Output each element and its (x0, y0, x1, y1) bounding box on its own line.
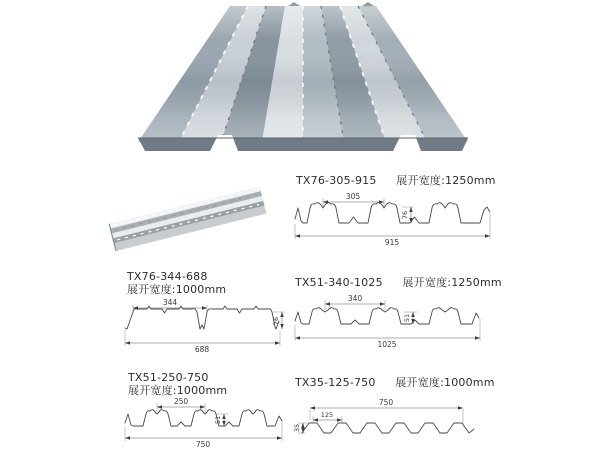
diagram5-height-label: 35 (293, 423, 301, 433)
sample-decking-photo (104, 185, 289, 263)
diagram5-cover-width-label: 750 (378, 398, 394, 407)
diagram1-unfold-width: 展开宽度:1250mm (396, 174, 496, 187)
diagram5-pitch-label: 125 (320, 411, 334, 419)
diagram1-cover-width-label: 915 (384, 238, 400, 247)
diagram5-profile (302, 423, 474, 433)
diagram5-unfold-width: 展开宽度:1000mm (395, 376, 495, 389)
diagram4-height-label: 51 (214, 415, 222, 425)
diagram3-height-label: 51 (403, 313, 411, 323)
diagram3-unfold-width: 展开宽度:1250mm (402, 276, 502, 289)
diagram3-pitch-label: 340 (347, 294, 363, 303)
diagram4-profile (125, 410, 282, 426)
diagram5-title (295, 374, 495, 390)
sample-sheet (109, 186, 266, 251)
diagram3-cover-width-label: 1025 (377, 340, 397, 349)
diagram2-cover-width-label: 688 (194, 345, 210, 354)
diagram4-cover-width-label: 750 (195, 440, 211, 449)
diagram3-title (295, 274, 502, 290)
diagram4-pitch-label: 250 (173, 397, 189, 406)
diagram2-height-label: 76 (272, 316, 280, 326)
diagram1-model-code: TX76-305-915 (296, 174, 377, 187)
diagram2-title (127, 270, 226, 296)
diagram2-pitch-label: 344 (162, 298, 178, 307)
diagram2-unfold-width: 展开宽度:1000mm (127, 283, 227, 296)
diagram1-pitch-label: 305 (345, 192, 361, 201)
diagram5-drawing (293, 396, 488, 450)
diagram5-model-code: TX35-125-750 (295, 376, 376, 389)
diagram4-title (128, 371, 227, 397)
main-decking-photo (138, 2, 468, 152)
diagram2-model-code: TX76-344-688 (127, 270, 208, 283)
diagram1-height-label: 76 (401, 210, 409, 220)
diagram4-model-code: TX51-250-750 (128, 371, 209, 384)
diagram1-drawing (290, 186, 510, 250)
diagram4-drawing (105, 396, 290, 450)
diagram4-unfold-width: 展开宽度:1000mm (128, 384, 228, 397)
diagram3-profile (295, 308, 479, 324)
diagram3-drawing (290, 292, 515, 350)
diagram1-profile (295, 203, 490, 223)
diagram2-drawing (120, 298, 290, 356)
diagram3-model-code: TX51-340-1025 (295, 276, 383, 289)
